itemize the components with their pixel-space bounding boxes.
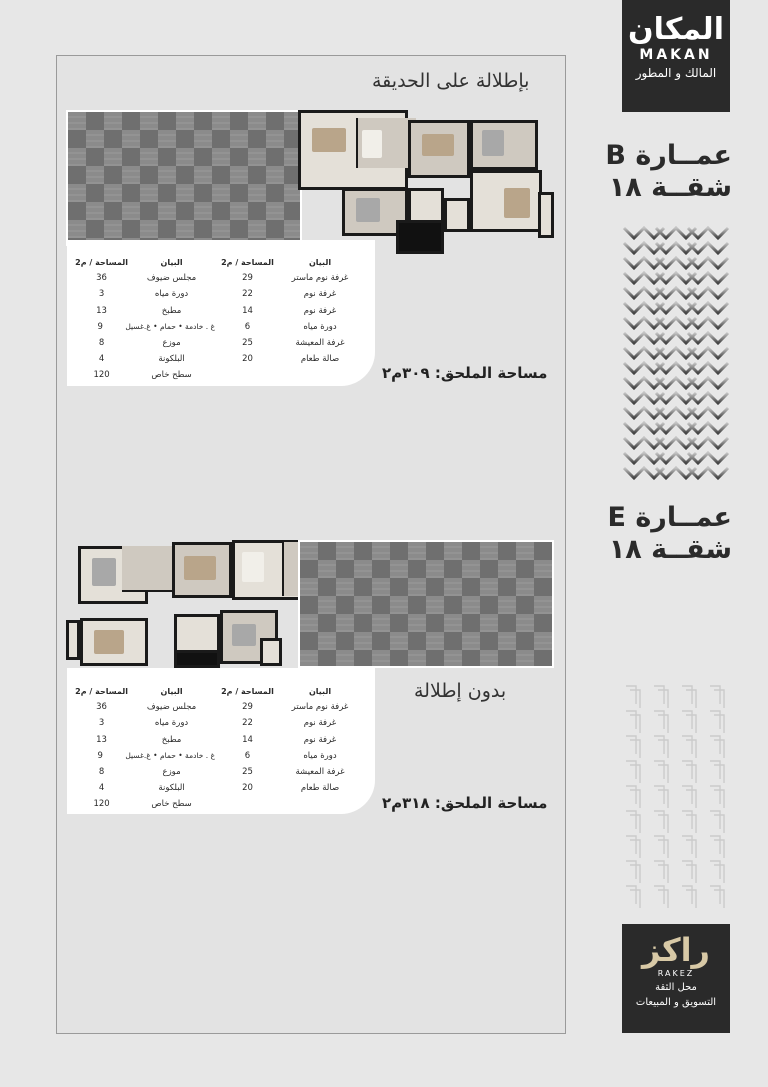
pattern-mark bbox=[710, 811, 724, 833]
pattern-mark bbox=[682, 886, 696, 908]
unit2-annex-area: مساحة الملحق: ٣١٨م٢ bbox=[382, 794, 548, 812]
col-name-header: البيان bbox=[308, 257, 332, 267]
rakez-line2: التسويق و المبيعات bbox=[635, 997, 717, 1008]
pattern-mark bbox=[682, 861, 696, 883]
pattern-mark bbox=[654, 786, 668, 808]
col-area-header: المساحة / م2 bbox=[221, 257, 274, 267]
pattern-mark bbox=[626, 786, 640, 808]
unit1-stair bbox=[396, 220, 444, 254]
chevron-row bbox=[624, 423, 728, 433]
pattern-mark bbox=[654, 861, 668, 883]
unit1-maid-room bbox=[444, 198, 470, 232]
pattern-mark bbox=[654, 686, 668, 708]
pattern-mark bbox=[710, 711, 724, 733]
chevron-row bbox=[624, 243, 728, 253]
table-row: مطبخ 13 bbox=[96, 734, 182, 745]
table-row: غرفة المعيشة 25 bbox=[242, 767, 345, 778]
table-row: دورة مياه 3 bbox=[98, 718, 189, 729]
pattern-mark bbox=[654, 711, 668, 733]
chevron-row bbox=[624, 318, 728, 328]
table-row: صالة طعام 20 bbox=[242, 354, 340, 365]
decorative-pattern-icon bbox=[618, 680, 738, 910]
chevron-row bbox=[624, 393, 728, 403]
table-row: غرفة نوم ماستر 29 bbox=[242, 273, 349, 284]
table-row: البلكونة 4 bbox=[98, 783, 185, 794]
table-row: مطبخ 13 bbox=[96, 305, 182, 316]
pattern-mark bbox=[682, 761, 696, 783]
brand-name-en: MAKAN bbox=[639, 47, 713, 63]
building-e-name: عمــارة E bbox=[607, 502, 732, 533]
pattern-mark bbox=[654, 886, 668, 908]
table-row: غرفة نوم 14 bbox=[242, 734, 337, 745]
pattern-mark bbox=[626, 811, 640, 833]
col-name-header: البيان bbox=[308, 686, 332, 696]
chevron-pattern-icon bbox=[622, 226, 730, 490]
table-row: صالة طعام 20 bbox=[242, 783, 340, 794]
unit1-floor-plan bbox=[66, 108, 556, 256]
pattern-mark bbox=[626, 861, 640, 883]
table-row: غرفة نوم 22 bbox=[242, 289, 337, 300]
table-row: موزع 8 bbox=[98, 338, 181, 349]
chevron-row bbox=[624, 273, 728, 283]
table-row: سطح خاص 120 bbox=[93, 799, 192, 810]
chevron-row bbox=[624, 333, 728, 343]
rakez-logo bbox=[622, 924, 730, 1033]
brand-tagline: المالك و المطور bbox=[635, 66, 717, 80]
table-row: البلكونة 4 bbox=[98, 354, 185, 365]
table-row: دورة مياه 3 bbox=[98, 289, 189, 300]
rakez-name-en: RAKEZ bbox=[657, 969, 695, 978]
table-row: موزع 8 bbox=[98, 767, 181, 778]
pattern-mark bbox=[682, 686, 696, 708]
building-e-apartment: شقــة ١٨ bbox=[608, 534, 732, 565]
unit1-area-table bbox=[75, 254, 365, 384]
col-area-header: المساحة / م2 bbox=[221, 686, 274, 696]
table-row: دورة مياه 6 bbox=[244, 750, 337, 761]
chevron-row bbox=[624, 363, 728, 373]
col-name-header: البيان bbox=[160, 686, 183, 696]
building-b-name: عمــارة B bbox=[605, 140, 732, 171]
table-row: غرفة نوم 14 bbox=[242, 305, 337, 316]
pattern-mark bbox=[710, 761, 724, 783]
pattern-mark bbox=[626, 761, 640, 783]
unit2-floor-plan bbox=[66, 538, 554, 668]
rakez-logo-icon: راكز bbox=[642, 931, 710, 969]
unit2-bath bbox=[174, 614, 220, 654]
pattern-mark bbox=[626, 711, 640, 733]
chevron-row bbox=[624, 348, 728, 358]
building-e-label bbox=[608, 502, 732, 566]
table-row: سطح خاص 120 bbox=[93, 370, 192, 381]
building-b-label bbox=[605, 140, 732, 204]
col-area-header: المساحة / م2 bbox=[75, 257, 128, 267]
pattern-mark bbox=[710, 786, 724, 808]
unit2-roof-terrace bbox=[298, 540, 554, 668]
makan-logo bbox=[622, 0, 730, 112]
table-row: غ . خادمة • حمام • غ.غسيل 9 bbox=[97, 750, 215, 761]
chevron-row bbox=[624, 228, 728, 238]
unit2-maid-room bbox=[260, 638, 282, 666]
chevron-row bbox=[624, 408, 728, 418]
col-area-header: المساحة / م2 bbox=[75, 686, 128, 696]
chevron-row bbox=[624, 438, 728, 448]
unit1-roof-terrace bbox=[66, 110, 302, 246]
pattern-mark bbox=[710, 861, 724, 883]
pattern-mark bbox=[710, 886, 724, 908]
pattern-mark bbox=[626, 886, 640, 908]
pattern-mark bbox=[682, 836, 696, 858]
pattern-mark bbox=[626, 836, 640, 858]
pattern-mark bbox=[682, 736, 696, 758]
pattern-mark bbox=[710, 686, 724, 708]
pattern-mark bbox=[626, 736, 640, 758]
pattern-mark bbox=[654, 736, 668, 758]
unit1-master-bedroom bbox=[470, 120, 538, 170]
unit2-view-title: بدون إطلالة bbox=[414, 680, 507, 702]
pattern-mark bbox=[682, 786, 696, 808]
unit2-balcony bbox=[66, 620, 80, 660]
table-row: غ . خادمة • حمام • غ.غسيل 9 bbox=[97, 321, 215, 332]
table-row: مجلس ضيوف 36 bbox=[96, 702, 197, 713]
table-row: مجلس ضيوف 36 bbox=[96, 273, 197, 284]
building-b-apartment: شقــة ١٨ bbox=[608, 172, 732, 203]
unit2-stair bbox=[174, 650, 220, 668]
chevron-row bbox=[624, 303, 728, 313]
pattern-mark bbox=[682, 711, 696, 733]
chevron-row bbox=[624, 378, 728, 388]
unit1-balcony bbox=[538, 192, 554, 238]
unit1-view-title: بإطلالة على الحديقة bbox=[372, 70, 530, 92]
col-name-header: البيان bbox=[160, 257, 183, 267]
pattern-mark bbox=[654, 836, 668, 858]
chevron-row bbox=[624, 453, 728, 463]
chevron-row bbox=[624, 258, 728, 268]
table-row: غرفة نوم ماستر 29 bbox=[242, 702, 349, 713]
chevron-row bbox=[624, 468, 728, 478]
unit1-annex-area: مساحة الملحق: ٣٠٩م٢ bbox=[382, 364, 548, 382]
chevron-row bbox=[624, 288, 728, 298]
pattern-mark bbox=[626, 686, 640, 708]
pattern-mark bbox=[710, 736, 724, 758]
pattern-mark bbox=[710, 836, 724, 858]
table-row: غرفة المعيشة 25 bbox=[242, 338, 345, 349]
unit2-bedroom-2 bbox=[122, 546, 174, 592]
table-row: دورة مياه 6 bbox=[244, 321, 337, 332]
rakez-line1: محل الثقة bbox=[655, 982, 697, 993]
pattern-mark bbox=[654, 811, 668, 833]
pattern-mark bbox=[682, 811, 696, 833]
unit2-area-table bbox=[75, 683, 365, 813]
table-row: غرفة نوم 22 bbox=[242, 718, 337, 729]
makan-logo-icon: المكان bbox=[628, 12, 724, 47]
pattern-mark bbox=[654, 761, 668, 783]
